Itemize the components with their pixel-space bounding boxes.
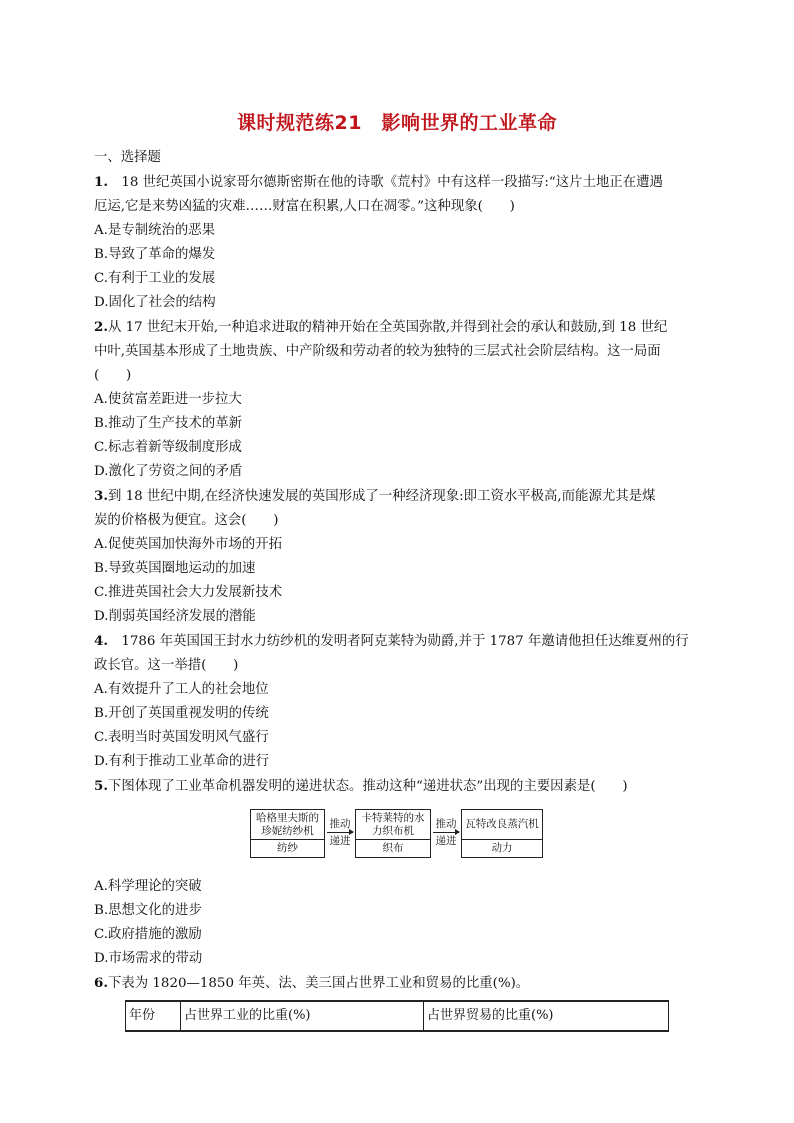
table-header-cell: 占世界贸易的比重(%) [424, 1001, 669, 1031]
option-b: B.推动了生产技术的革新 [94, 416, 243, 431]
section-heading: 一、选择题 [94, 150, 161, 165]
box-label: 哈格里夫斯的珍妮纺纱机 [251, 810, 324, 840]
option-d: D.固化了社会的结构 [94, 295, 216, 310]
diagram-box-steam-engine [461, 809, 543, 858]
question-4 [94, 629, 706, 774]
question-text: 中叶,英国基本形成了土地贵族、中产阶级和劳动者的较为独特的三层式社会阶层结构。这一局面 [94, 344, 661, 359]
option-c: C.表明当时英国发明风气盛行 [94, 730, 269, 745]
option-d: D.有利于推动工业革命的进行 [94, 754, 270, 769]
question-text: 18 世纪英国小说家哥尔德斯密斯在他的诗歌《荒村》中有这样一段描写:“这片土地正在遭遇 [107, 175, 663, 190]
option-a: A.促使英国加快海外市场的开拓 [94, 537, 283, 552]
arrow-label: 推动 [435, 818, 457, 830]
question-text: ( ) [94, 368, 132, 383]
diagram-box-power-loom [355, 809, 431, 858]
option-a: A.科学理论的突破 [94, 879, 202, 894]
question-text: 炭的价格极为便宜。这会( ) [94, 513, 279, 528]
option-d: D.市场需求的带动 [94, 951, 203, 966]
question-number: 3. [94, 488, 108, 504]
question-5 [94, 774, 706, 971]
question-text: 到 18 世纪中期,在经济快速发展的英国形成了一种经济现象:即工资水平极高,而能源尤其是煤 [107, 489, 656, 504]
question-2 [94, 315, 706, 484]
question-text: 厄运,它是来势凶猛的灾难……财富在积累,人口在凋零。”这种现象( ) [94, 199, 515, 214]
question-text: 政长官。这一举措( ) [94, 658, 239, 673]
question-text: 下表为 1820—1850 年英、法、美三国占世界工业和贸易的比重(%)。 [107, 976, 530, 991]
option-b: B.导致了革命的爆发 [94, 247, 216, 262]
invention-flow-diagram [94, 807, 706, 869]
option-d: D.削弱英国经济发展的潜能 [94, 609, 256, 624]
question-text: 1786 年英国国王封水力纺纱机的发明者阿克莱特为勋爵,并于 1787 年邀请他担任达维夏州的行 [107, 634, 689, 649]
box-caption: 动力 [491, 842, 513, 854]
option-a: A.是专制统治的恶果 [94, 223, 216, 238]
page-title: 课时规范练21 影响世界的工业革命 [237, 112, 557, 134]
content [94, 146, 706, 1032]
question-number: 1. [94, 174, 108, 190]
question-1 [94, 170, 706, 315]
option-a: A.使贫富差距进一步拉大 [94, 392, 242, 407]
arrow-label: 递进 [435, 835, 457, 847]
question-text: 下图体现了工业革命机器发明的递进状态。推动这种“递进状态”出现的主要因素是( ) [107, 779, 628, 794]
question-number: 5. [94, 778, 108, 794]
option-c: C.推进英国社会大力发展新技术 [94, 585, 283, 600]
arrow-right-icon [433, 832, 459, 833]
arrow-label: 递进 [329, 835, 351, 847]
box-label: 瓦特改良蒸汽机 [462, 810, 542, 840]
question-number: 6. [94, 975, 108, 991]
question-number: 2. [94, 319, 108, 335]
box-caption: 纺纱 [277, 842, 298, 854]
question-number: 4. [94, 633, 108, 649]
trade-share-table [125, 1000, 669, 1032]
option-c: C.有利于工业的发展 [94, 271, 216, 286]
table-header-cell: 年份 [126, 1001, 181, 1031]
question-text: 从 17 世纪末开始,一种追求进取的精神开始在全英国弥散,并得到社会的承认和鼓励,到 18 世纪 [107, 320, 668, 335]
question-6 [94, 971, 706, 1032]
box-caption: 织布 [382, 842, 404, 854]
option-c: C.政府措施的激励 [94, 927, 202, 942]
diagram-box-spinning-jenny [250, 809, 325, 858]
option-b: B.导致英国圈地运动的加速 [94, 561, 256, 576]
diagram-arrow [327, 817, 353, 848]
diagram-arrow [433, 817, 459, 848]
box-label: 卡特莱特的水力织布机 [356, 810, 430, 840]
table-header-row [126, 1001, 669, 1031]
arrow-right-icon [327, 832, 353, 833]
table-header-cell: 占世界工业的比重(%) [181, 1001, 424, 1031]
option-d: D.激化了劳资之间的矛盾 [94, 464, 243, 479]
option-b: B.开创了英国重视发明的传统 [94, 706, 269, 721]
option-a: A.有效提升了工人的社会地位 [94, 682, 269, 697]
question-3 [94, 484, 706, 629]
option-c: C.标志着新等级制度形成 [94, 440, 242, 455]
option-b: B.思想文化的进步 [94, 903, 202, 918]
arrow-label: 推动 [329, 818, 351, 830]
